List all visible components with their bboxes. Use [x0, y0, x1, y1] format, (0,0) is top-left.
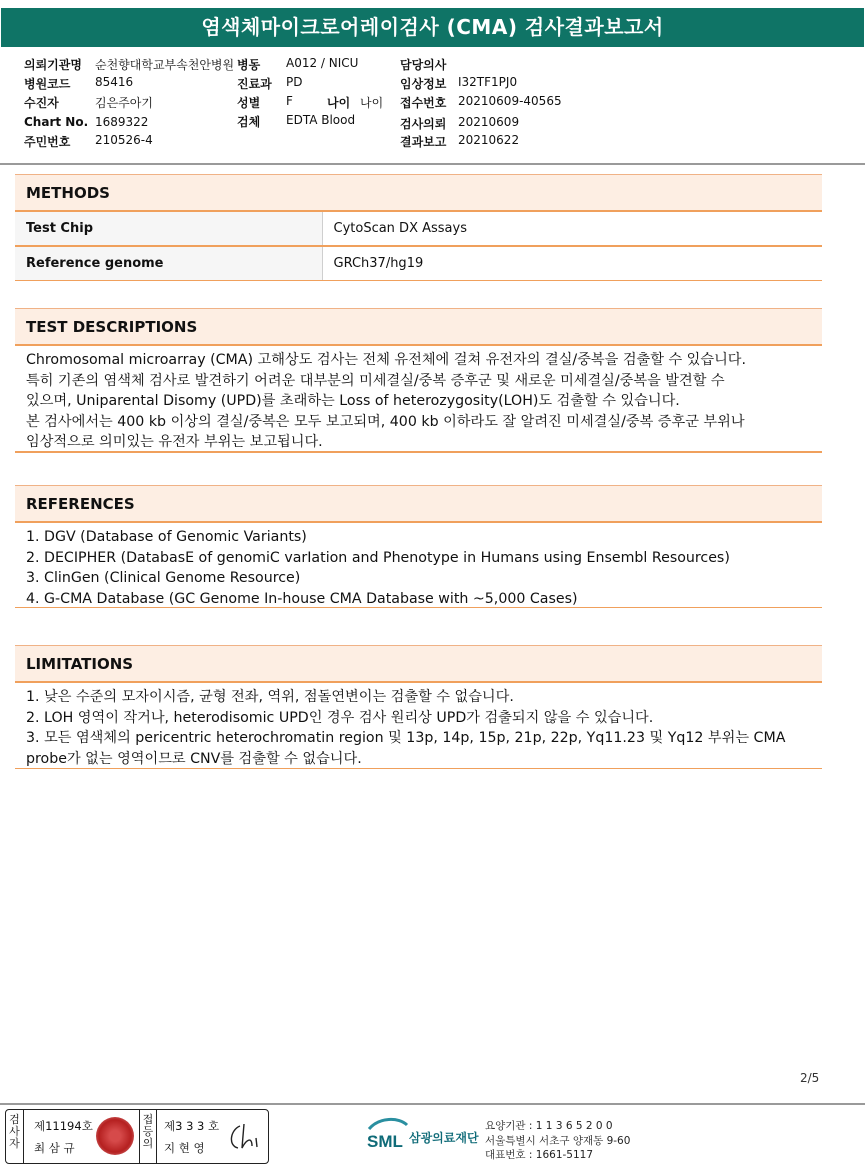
- reference-item: 1. DGV (Database of Genomic Variants): [26, 529, 307, 545]
- descriptions-body: [15, 346, 822, 453]
- header-label: 병원코드: [24, 77, 71, 91]
- header-value: 1689322: [95, 115, 149, 129]
- header-value: 20210609: [458, 115, 520, 129]
- sign2-role: 접등의: [139, 1110, 157, 1163]
- limitations-section: [15, 645, 822, 769]
- report-title: 염색체마이크로어레이검사 (CMA) 검사결과보고서: [1, 8, 864, 47]
- footer-divider: [0, 1103, 865, 1105]
- header-label: 검체: [237, 115, 261, 129]
- header-label: 담당의사: [400, 58, 447, 72]
- header-value: EDTA Blood: [286, 113, 356, 127]
- header-value: 김은주아기: [95, 96, 153, 110]
- sign1-name: 최 삼 규: [34, 1141, 75, 1155]
- description-line: 특히 기존의 염색체 검사로 발견하기 어려운 대부분의 미세결실/중복 증후군 및 새로운 미세결실/중복을 발견할 수: [26, 372, 725, 389]
- header-label: Chart No.: [24, 115, 89, 129]
- references-body: [15, 523, 822, 608]
- handwritten-signature: [224, 1120, 264, 1154]
- sign1-role: 검사자: [6, 1110, 24, 1163]
- table-row: [15, 246, 822, 280]
- methods-section: [15, 174, 822, 281]
- references-heading: REFERENCES: [15, 485, 822, 523]
- header-value: 210526-4: [95, 133, 153, 147]
- description-line: 있으며, Uniparental Disomy (UPD)를 초래하는 Loss of heterozygosity(LOH)도 검출할 수 있습니다.: [26, 393, 680, 409]
- methods-value: GRCh37/hg19: [322, 246, 822, 280]
- sign2-name: 지 현 영: [164, 1141, 205, 1155]
- official-seal: [96, 1117, 134, 1155]
- page-number: 2/5: [800, 1071, 820, 1085]
- methods-key: Test Chip: [15, 212, 322, 246]
- header-value: 20210609-40565: [458, 94, 562, 108]
- limitations-body: [15, 683, 822, 769]
- header-value: 85416: [95, 75, 134, 89]
- header-label: 수진자: [24, 96, 59, 110]
- methods-key: Reference genome: [15, 246, 322, 280]
- references-section: [15, 485, 822, 608]
- header-value: PD: [286, 75, 303, 89]
- methods-heading: METHODS: [15, 174, 822, 212]
- limitation-item: 3. 모든 염색체의 pericentric heterochromatin region 및 13p, 14p, 15p, 21p, 22p, Yq11.23 및 Yq12 부위는 CMA: [26, 730, 786, 746]
- description-line: 임상적으로 의미있는 유전자 부위는 보고됩니다.: [26, 434, 323, 450]
- header-label: 검사의뢰: [400, 117, 447, 131]
- limitation-item: 2. LOH 영역이 작거나, heterodisomic UPD인 경우 검사 원리상 UPD가 검출되지 않을 수 있습니다.: [26, 709, 654, 726]
- header-value: A012 / NICU: [286, 56, 359, 70]
- header-label: 병동: [237, 58, 261, 72]
- sign1-license: 제11194호: [34, 1119, 93, 1133]
- reference-item: 3. ClinGen (Clinical Genome Resource): [26, 570, 301, 586]
- header-value: 20210622: [458, 133, 520, 147]
- signature-box: [5, 1109, 269, 1164]
- footer-info-line: 대표번호 : 1661-5117: [485, 1149, 594, 1161]
- age-value: 나이: [360, 96, 384, 110]
- limitation-item: probe가 없는 영역이므로 CNV를 검출할 수 없습니다.: [26, 750, 362, 767]
- reference-item: 2. DECIPHER (DatabasE of genomiC varIation and Phenotype in Humans using Ensembl Resources): [26, 549, 730, 566]
- header-value: 순천향대학교부속천안병원: [95, 58, 235, 72]
- descriptions-heading: TEST DESCRIPTIONS: [15, 308, 822, 346]
- header-label: 진료과: [237, 77, 272, 91]
- header-label: 접수번호: [400, 96, 447, 110]
- header-label: 성별: [237, 96, 261, 110]
- patient-header: [0, 56, 865, 156]
- reference-item: 4. G-CMA Database (GC Genome In-house CMA Database with ~5,000 Cases): [26, 590, 578, 607]
- footer-info-line: 요양기관 : 1 1 3 6 5 2 0 0: [485, 1120, 613, 1132]
- header-value: F: [286, 94, 293, 108]
- age-label: 나이: [327, 96, 351, 110]
- header-label: 결과보고: [400, 135, 447, 149]
- sml-logo-text: SML: [367, 1132, 403, 1151]
- limitation-item: 1. 낮은 수준의 모자이시즘, 균형 전좌, 역위, 점돌연변이는 검출할 수 없습니다.: [26, 689, 514, 705]
- methods-value: CytoScan DX Assays: [322, 212, 822, 246]
- header-label: 의뢰기관명: [24, 58, 82, 72]
- org-name: 삼광의료재단: [409, 1131, 479, 1145]
- header-value: I32TF1PJ0: [458, 75, 518, 89]
- description-line: Chromosomal microarray (CMA) 고해상도 검사는 전체 유전체에 걸쳐 유전자의 결실/중복을 검출할 수 있습니다.: [26, 352, 746, 368]
- footer-info-line: 서울특별시 서초구 양재동 9-60: [485, 1135, 631, 1147]
- description-line: 본 검사에서는 400 kb 이상의 결실/중복은 모두 보고되며, 400 kb 이하라도 잘 알려진 미세결실/중복 증후군 부위나: [26, 413, 745, 430]
- header-label: 주민번호: [24, 135, 71, 149]
- descriptions-section: [15, 308, 822, 453]
- sign2-license: 제3 3 3 호: [164, 1119, 220, 1133]
- methods-table: [15, 212, 822, 281]
- header-divider: [0, 163, 865, 165]
- header-label: 임상정보: [400, 77, 447, 91]
- table-row: [15, 212, 822, 246]
- limitations-heading: LIMITATIONS: [15, 645, 822, 683]
